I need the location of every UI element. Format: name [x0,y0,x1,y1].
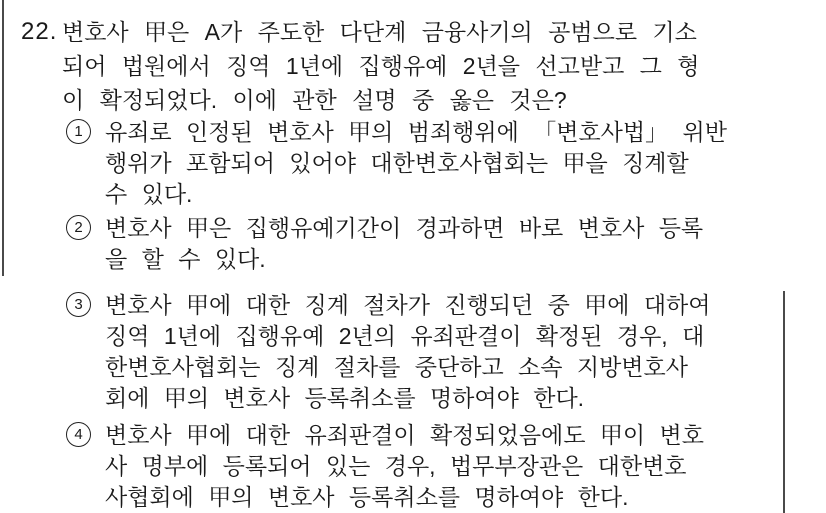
question-text-line: 변호사 甲은 A가 주도한 다단계 금융사기의 공범으로 기소 [62,19,697,45]
option-4 [66,420,818,513]
option-text-line: 징역 1년에 집행유예 2년의 유죄판결이 확정된 경우, 대 [105,323,705,349]
option-text-line: 변호사 甲은 집행유예기간이 경과하면 바로 변호사 등록 [105,215,704,241]
option-text-line: 을 할 수 있다. [105,246,266,272]
option-4-text [105,420,818,513]
option-text-line: 변호사 甲에 대한 징계 절차가 진행되던 중 甲에 대하여 [105,292,711,318]
option-text-line: 사 명부에 등록되어 있는 경우, 법무부장관은 대한변호 [105,453,687,479]
question-number: 22. [21,18,58,45]
option-3 [66,290,818,414]
option-2-text [105,213,818,275]
option-text-line: 유죄로 인정된 변호사 甲의 범죄행위에 「변호사법」 위반 [105,119,727,145]
option-3-circled-number: 3 [66,292,91,317]
column-divider-left [2,0,4,276]
option-text-line: 한변호사협회는 징계 절차를 중단하고 소속 지방변호사 [105,354,688,380]
option-text-line: 행위가 포함되어 있어야 대한변호사협회는 甲을 징계할 [105,150,689,176]
option-text-line: 회에 甲의 변호사 등록취소를 명하여야 한다. [105,385,585,411]
option-2 [66,213,818,275]
option-3-text [105,290,818,414]
option-2-circled-number: 2 [66,215,91,240]
option-text-line: 변호사 甲에 대한 유죄판결이 확정되었음에도 甲이 변호 [105,422,704,448]
option-1-circled-number: 1 [66,119,91,144]
question-text-line: 이 확정되었다. 이에 관한 설명 중 옳은 것은? [62,87,567,113]
option-1 [66,117,818,210]
option-text-line: 사협회에 甲의 변호사 등록취소를 명하여야 한다. [105,484,629,510]
question-text [62,15,818,117]
option-text-line: 수 있다. [105,181,193,207]
option-4-circled-number: 4 [66,422,91,447]
question-text-line: 되어 법원에서 징역 1년에 집행유예 2년을 선고받고 그 형 [62,53,700,79]
option-1-text [105,117,818,210]
